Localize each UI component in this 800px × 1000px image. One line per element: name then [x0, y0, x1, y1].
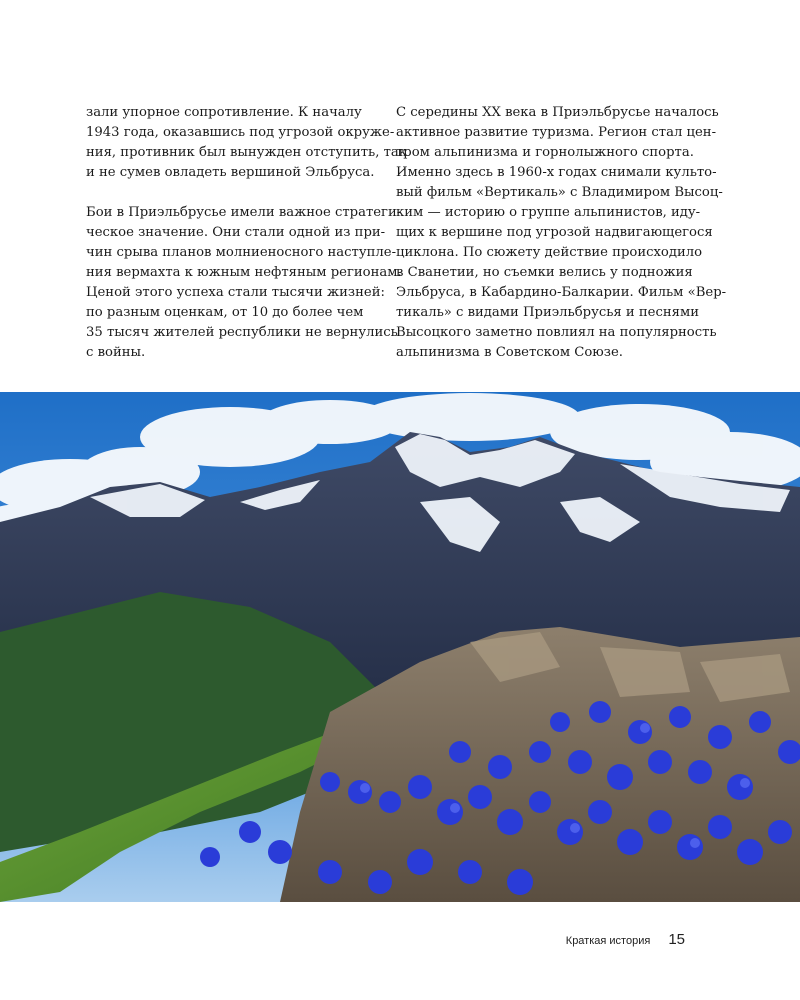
text-line: с войны.	[86, 345, 146, 360]
left-paragraph-1	[86, 103, 408, 183]
text-line: Высоцкого заметно повлиял на популярность	[396, 325, 717, 340]
left-column	[86, 103, 408, 383]
text-line: С середины XX века в Приэльбрусье началось	[396, 105, 719, 120]
text-line: Ценой этого успеха стали тысячи жизней:	[86, 285, 385, 300]
text-line: тикаль» с видами Приэльбрусья и песнями	[396, 305, 700, 320]
text-line: альпинизма в Советском Союзе.	[396, 345, 623, 360]
page-number: 15	[668, 931, 685, 948]
text-line: и не сумев овладеть вершиной Эльбруса.	[86, 165, 375, 180]
text-line: ким — историю о группе альпинистов, иду-	[396, 205, 701, 220]
mountain-landscape-photo	[0, 392, 800, 902]
text-line: щих к вершине под угрозой надвигающегося	[396, 225, 713, 240]
landscape-illustration	[0, 392, 800, 902]
text-line: 35 тысяч жителей республики не вернулись	[86, 325, 398, 340]
text-line: тром альпинизма и горнолыжного спорта.	[396, 145, 694, 160]
text-line: Эльбруса, в Кабардино-Балкарии. Фильм «Вер-	[396, 285, 727, 300]
text-line: 1943 года, оказавшись под угрозой окруже-	[86, 125, 395, 140]
right-paragraph-1	[396, 103, 727, 363]
text-line: Бои в Приэльбрусье имели важное стратеги-	[86, 205, 402, 220]
text-line: ния, противник был вынужден отступить, так	[86, 145, 408, 160]
text-line: ческое значение. Они стали одной из при-	[86, 225, 386, 240]
left-paragraph-2	[86, 203, 402, 363]
text-line: по разным оценкам, от 10 до более чем	[86, 305, 364, 320]
text-line: активное развитие туризма. Регион стал цен-	[396, 125, 717, 140]
text-line: в Сванетии, но съемки велись у подножия	[396, 265, 693, 280]
text-line: циклона. По сюжету действие происходило	[396, 245, 703, 260]
text-line: Именно здесь в 1960-х годах снимали культо-	[396, 165, 717, 180]
text-line: зали упорное сопротивление. К началу	[86, 105, 362, 120]
section-title: Краткая история	[565, 935, 651, 947]
text-line: ния вермахта к южным нефтяным регионам.	[86, 265, 402, 280]
text-line: чин срыва планов молниеносного наступле-	[86, 245, 397, 260]
right-column	[396, 103, 727, 383]
text-line: вый фильм «Вертикаль» с Владимиром Высоц-	[396, 185, 723, 200]
page-footer	[566, 931, 685, 948]
